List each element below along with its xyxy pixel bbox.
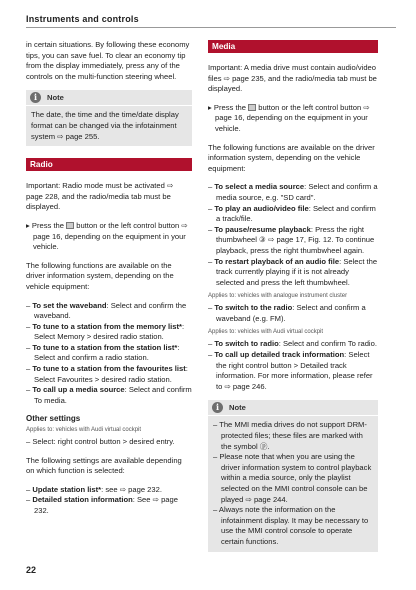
radio-switch-list [208,303,378,324]
left-column [26,40,192,525]
note-title: Note [47,92,64,102]
list-item: – To call up detailed track information: Select the right control button > Detailed track information. For more information, please refer to ⇨ page 246. [208,350,373,391]
radio-functions-intro: The following functions are available on the driver information system, depending on the vehicle equipment: [26,260,174,291]
media-button-icon [66,222,74,229]
media-button-icon [248,104,256,111]
media-important: Important: A media drive must contain audio/video files ⇨ page 235, and the radio/media tab must be displayed. [208,63,377,94]
note-body: The date, the time and the time/date display format can be changed via the infotainment system ⇨ page 255. [31,110,179,141]
note-body [208,416,378,551]
media-functions-intro: The following functions are available on the driver information system, depending on the vehicle equipment: [208,142,375,173]
list-item: – Please note that when you are using the driver information system to control playback within a media source, only the playlist selected on the MMI control console can be played ⇨ page 244. [213,452,372,504]
media-step: ▸ Press the button or the left control button ⇨ page 16, depending on the equipment in your vehicle. [208,102,370,133]
radio-important: Important: Radio mode must be activated ⇨ page 228, and the radio/media tab must be displayed. [26,181,174,212]
media-function-list [208,182,378,288]
list-item: – Always note the information on the infotainment display. It may be necessary to use the MMI control console to operate certain functions. [213,505,369,546]
list-item: – To switch to radio: Select and confirm To radio. [208,339,377,349]
other-following: The following settings are available depending on which function is selected: [26,455,182,476]
info-icon: i [212,402,223,413]
applies-note: Applies to: vehicles with Audi virtual cockpit [26,427,142,434]
list-item: – To restart playback of an audio file: Select the track currently playing if it is not already selected and press the left thumbwheel. [208,256,378,287]
header-divider [26,27,396,28]
list-item: – To select a media source: Select and confirm a media source, e.g. "SD card". [208,182,378,202]
list-item: – To tune to a station from the station list*: Select and confirm a radio station. [26,342,180,363]
list-item: – The MMI media drives do not support DRM-protected files; these files are marked with the symbol ⓟ. [213,420,367,451]
list-item: – Update station list*: see ⇨ page 232. [26,484,162,494]
section-bar-media: Media [208,40,378,53]
note-box-media [208,400,378,551]
other-settings-heading: Other settings [26,414,81,424]
page-header: Instruments and controls [26,14,139,24]
list-item: – Detailed station information: See ⇨ page 232. [26,495,178,515]
list-item: – To play an audio/video file: Select and confirm a track/file. [208,203,376,224]
other-select-step: – Select: right control button > desired entry. [26,437,175,447]
applies-note: Applies to: vehicles with analogue instrument cluster [208,293,348,300]
virtual-cockpit-list [208,339,378,392]
note-box-date [26,90,192,146]
intro-paragraph: in certain situations. By following these economy tips, you can save fuel. To clear an economy tip from the display immediately, press any of the controls on the multi-function steering wheel. [26,40,190,81]
list-item: – To set the waveband: Select and confirm the waveband. [26,300,187,321]
list-item: – To switch to the radio: Select and confirm a waveband (e.g. FM). [208,303,366,323]
note-title: Note [229,402,246,412]
radio-function-list [26,301,192,407]
list-item: – To call up a media source: Select and confirm To media. [26,385,192,405]
page-number: 22 [26,565,37,575]
list-item: – To pause/resume playback: Press the right thumbwheel ③ ⇨ page 17, Fig. 12. To continue playback, press the right thumbwheel again. [208,224,375,255]
right-column [208,40,378,564]
radio-step: ▸ Press the button or the left control button ⇨ page 16, depending on the equipment in your vehicle. [26,220,188,252]
list-item: – To tune to a station from the memory list*: Select Memory > desired radio station. [26,321,185,342]
section-bar-radio: Radio [26,158,192,171]
note-header [208,400,378,416]
note-header [26,90,192,106]
info-icon: i [30,92,41,103]
list-item: – To tune to a station from the favourites list: Select Favourites > desired radio station. [26,364,188,384]
other-settings-list [26,485,192,517]
applies-note: Applies to: vehicles with Audi virtual cockpit [208,329,324,336]
